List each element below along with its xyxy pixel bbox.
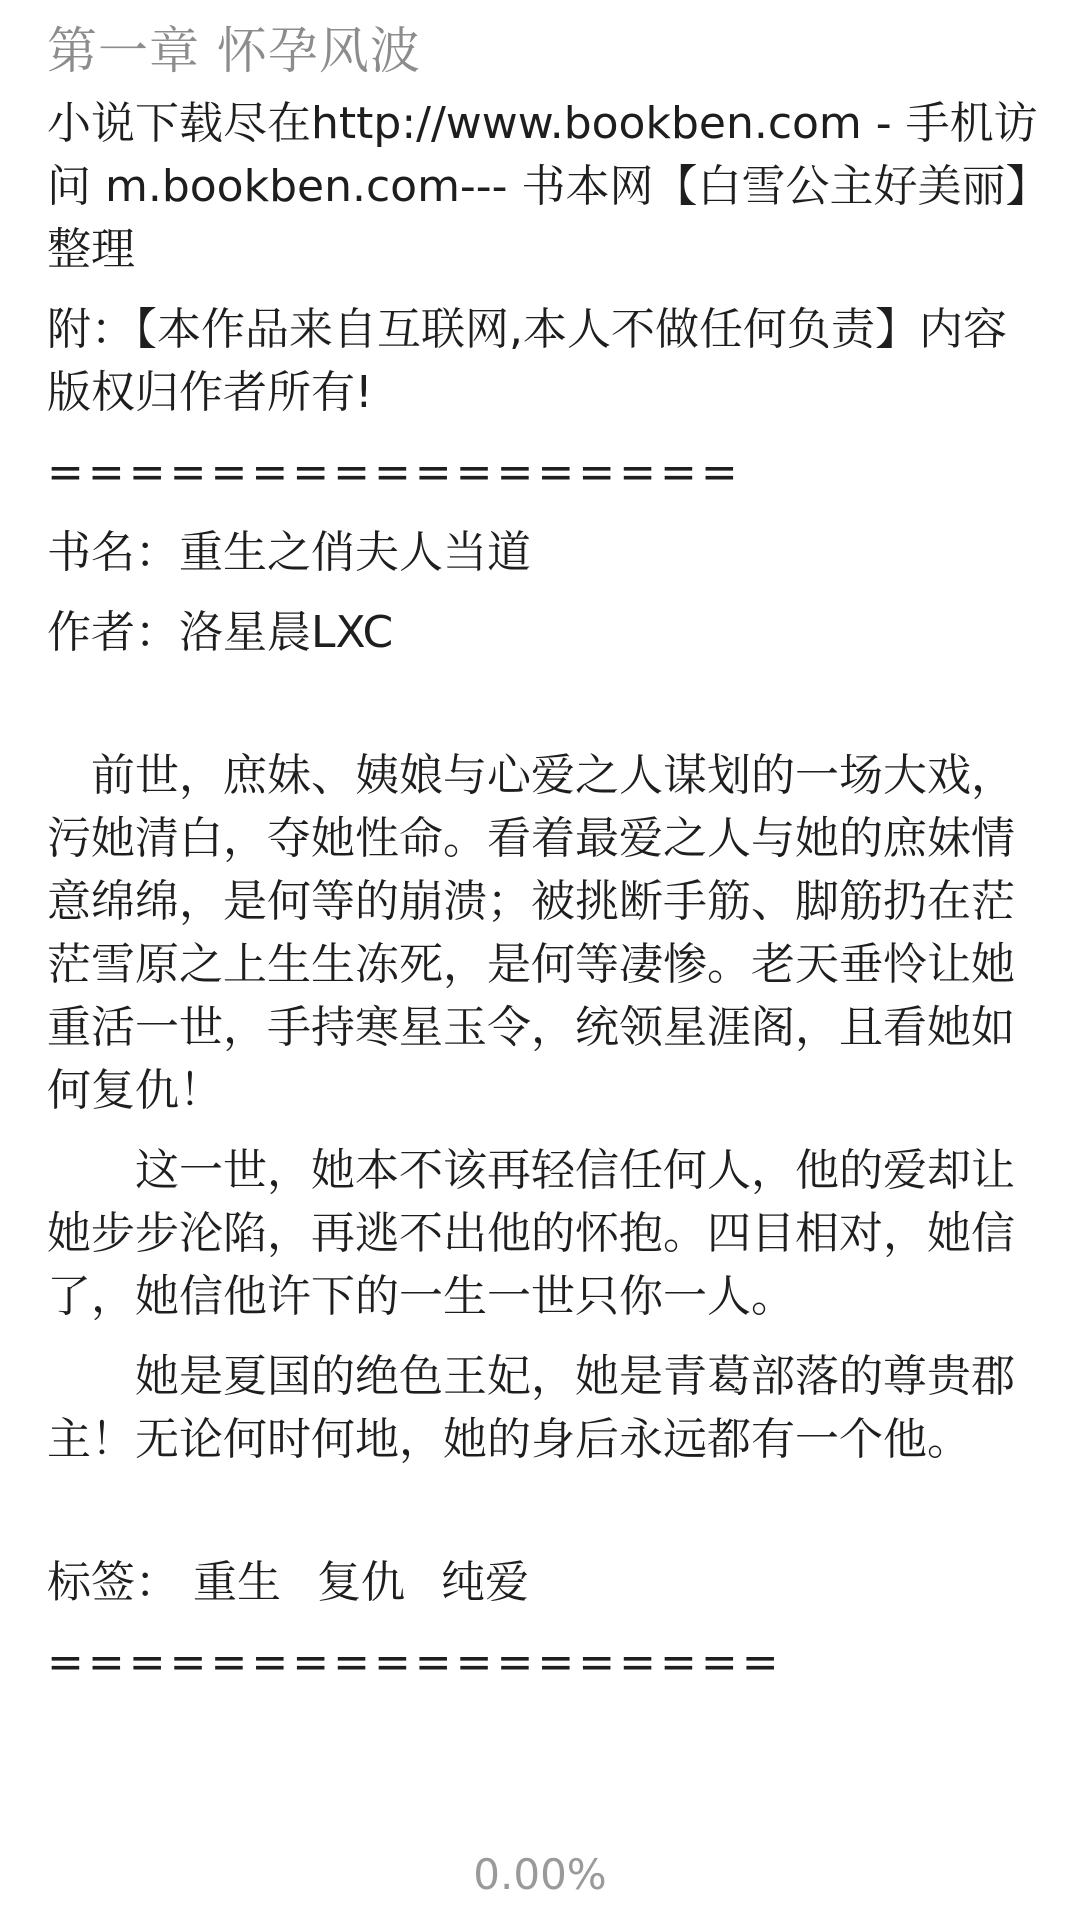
reading-progress: 0.00% (473, 1850, 607, 1899)
separator-bottom: ================== (47, 1637, 783, 1688)
synopsis-paragraph-1: 前世，庶妹、姨娘与心爱之人谋划的一场大戏，污她清白，夺她性命。看着最爱之人与她的庶妹情意绵绵，是何等的崩溃；被挑断手筋、脚筋扔在茫茫雪原之上生生冻死，是何等凄惨。老天垂怜让她重活一世，手持寒星玉令，统领星涯阁，且看她如何复仇！ (47, 750, 1015, 1116)
chapter-content (47, 92, 1043, 1711)
blank-line (47, 1488, 1043, 1551)
chapter-title: 第一章 怀孕风波 (47, 22, 421, 80)
separator-top: ================= (47, 447, 742, 498)
tag-item: 纯爱 (441, 1557, 529, 1608)
author-line: 作者：洛星晨LXC (47, 607, 394, 658)
tag-item: 重生 (193, 1557, 281, 1608)
synopsis-paragraph-3: 她是夏国的绝色王妃，她是青葛部落的尊贵郡主！无论何时何地，她的身后永远都有一个他。 (47, 1351, 1015, 1465)
source-line: 小说下载尽在http://www.bookben.com - 手机访问 m.bookben.com--- 书本网【白雪公主好美丽】整理 (47, 98, 1038, 275)
synopsis-paragraph-2: 这一世，她本不该再轻信任何人，他的爱却让她步步沦陷，再逃不出他的怀抱。四目相对，她信了，她信他许下的一生一世只你一人。 (47, 1145, 1015, 1322)
blank-line (47, 681, 1043, 744)
tags-label: 标签： (47, 1557, 179, 1608)
tags-row (47, 1551, 1043, 1614)
disclaimer-line: 附：【本作品来自互联网,本人不做任何负责】内容版权归作者所有! (47, 304, 1007, 418)
tag-item: 复仇 (317, 1557, 405, 1608)
book-name-line: 书名：重生之俏夫人当道 (47, 527, 531, 578)
